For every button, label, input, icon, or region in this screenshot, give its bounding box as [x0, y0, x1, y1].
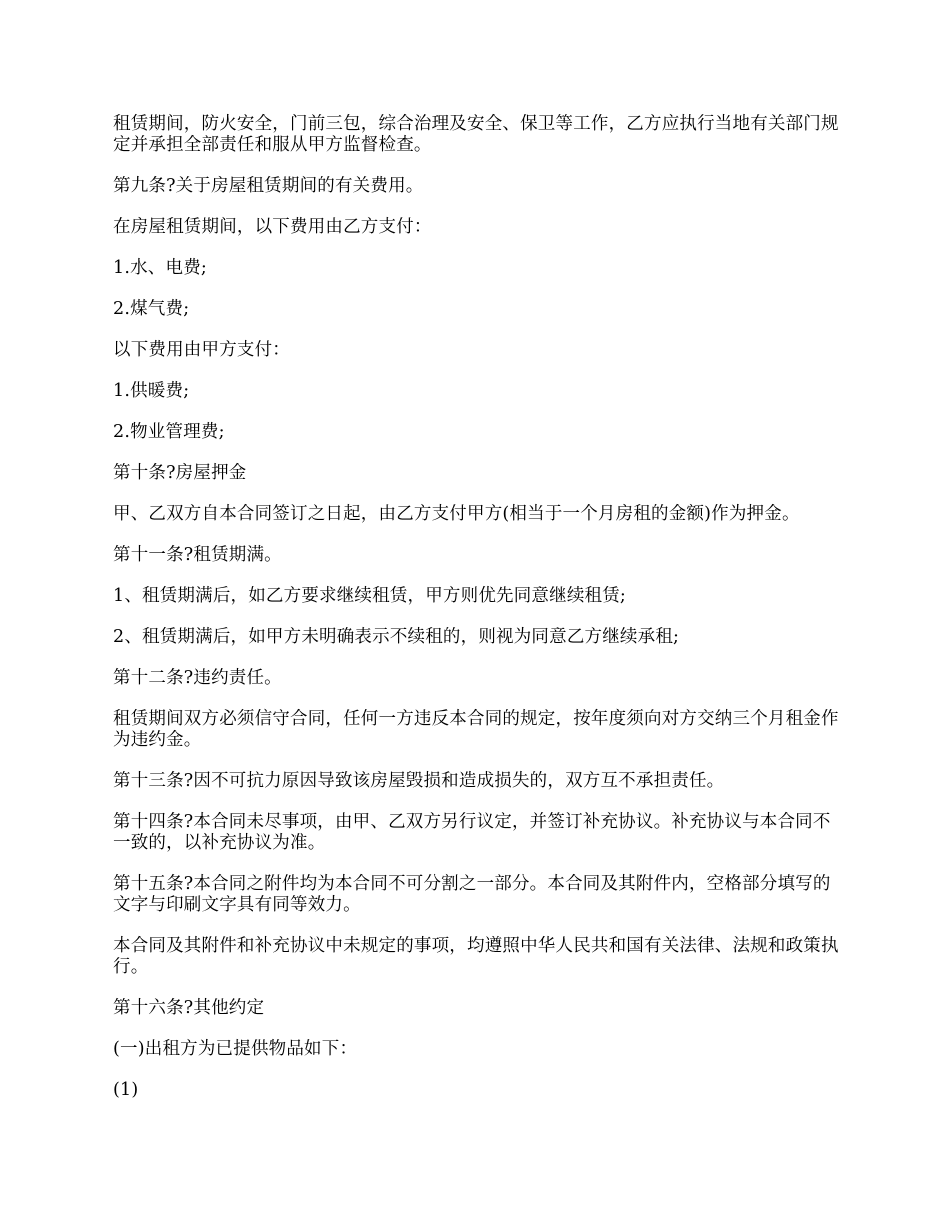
paragraph-article-13: 第十三条?因不可抗力原因导致该房屋毁损和造成损失的，双方互不承担责任。	[113, 771, 725, 791]
paragraph-renewal-2: 2、租赁期满后，如甲方未明确表示不续租的，则视为同意乙方继续承租;	[113, 627, 680, 647]
document-body	[113, 114, 843, 1121]
paragraph-article-15: 第十五条?本合同之附件均为本合同不可分割之一部分。本合同及其附件内，空格部分填写的文字与印刷文字具有同等效力。	[113, 874, 831, 915]
paragraph-gas-fee: 2.煤气费;	[113, 299, 190, 319]
paragraph-article-14: 第十四条?本合同未尽事项，由甲、乙双方另行议定，并签订补充协议。补充协议与本合同不一致的，以补充协议为准。	[113, 812, 831, 853]
paragraph-provided-items: (一)出租方为已提供物品如下：	[113, 1039, 358, 1059]
paragraph-property-fee: 2.物业管理费;	[113, 422, 225, 442]
paragraph-article-11-heading: 第十一条?租赁期满。	[113, 545, 282, 565]
paragraph-breach-penalty: 租赁期间双方必须信守合同，任何一方违反本合同的规定，按年度须向对方交纳三个月租金作为违约金。	[113, 709, 839, 750]
paragraph-water-electricity: 1.水、电费;	[113, 258, 207, 278]
paragraph-article-12-heading: 第十二条?违约责任。	[113, 668, 282, 688]
paragraph-heating-fee: 1.供暖费;	[113, 381, 190, 401]
paragraph-deposit: 甲、乙双方自本合同签订之日起，由乙方支付甲方(相当于一个月房租的金额)作为押金。	[113, 504, 800, 524]
paragraph-tenant-pays-intro: 在房屋租赁期间，以下费用由乙方支付：	[113, 217, 432, 237]
paragraph-item-1: (1)	[113, 1080, 139, 1100]
paragraph-landlord-pays-intro: 以下费用由甲方支付：	[113, 340, 290, 360]
paragraph-applicable-law: 本合同及其附件和补充协议中未规定的事项，均遵照中华人民共和国有关法律、法规和政策执行。	[113, 936, 839, 977]
paragraph-article-9-heading: 第九条?关于房屋租赁期间的有关费用。	[113, 176, 424, 196]
paragraph-article-16-heading: 第十六条?其他约定	[113, 998, 265, 1018]
paragraph-safety-duties: 租赁期间，防火安全，门前三包，综合治理及安全、保卫等工作，乙方应执行当地有关部门规定并承担全部责任和服从甲方监督检查。	[113, 114, 839, 155]
paragraph-article-10-heading: 第十条?房屋押金	[113, 463, 247, 483]
paragraph-renewal-1: 1、租赁期满后，如乙方要求继续租赁，甲方则优先同意继续租赁;	[113, 586, 627, 606]
